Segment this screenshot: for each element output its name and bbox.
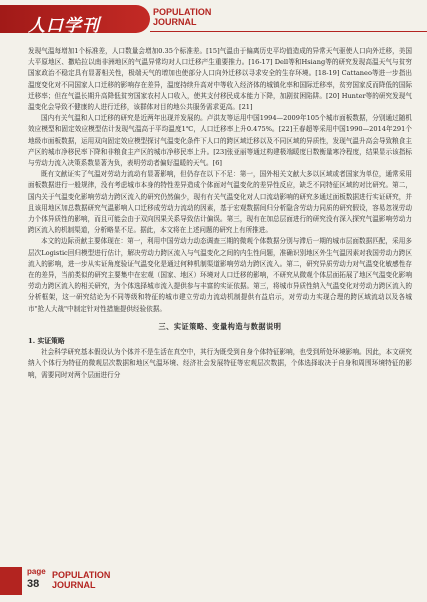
footer-journal-name (52, 570, 110, 590)
page-number: 38 (27, 578, 40, 590)
body-paragraph-3: 既有文献证实了气温对劳动力流动有显著影响，但仍存在以下不足：第一，国外相关文献大多以区域或者国家为单位，通常采用面板数据进行一般规律，没有考虑城市本身的特性差异造成个体面对气温变化的差异性反应，缺乏不同特征区域的对比研究。第二，国内关于气温变化影响劳动力跨区流入的研究仍然偏少，现有有关气温变化对人口流动影响的研究多通过面板数据进行实证研究，并且该用地区加总数据研究气温影响人口迁移成劳动力流动的因素，基于宏观数据间归分析隐含劳动力同质的研究假设，容易忽视劳动力个体异质性的影响，而且可能会由于双向因果关系导致估计偏误。第三，现有在加总层面进行的研究没有深入探究气温影响劳动力跨区流入的机制渠道，分析略显不足。据此，本文将在上述问题的研究上有所推进。 (28, 170, 412, 235)
journal-title-en (153, 7, 211, 27)
body-paragraph-1: 发现气温每增加1个标准差，人口数量会增加0.35个标准差。[15]气温由于偏离历史平均值造成的异常天气驱使人口向外迁移，美国大平原地区、撒哈拉以南非洲地区的气温异常均对人口迁移产生重要推力。[16-17] Dell等和Hsiang等的研究发现高温天气与贫穷国家政治不稳定具有显著相关性，极端天气的增加也使部分人口向外迁移以寻求安全的生存环境。[18-19] Cattaneo等进一步指出温度变化对不同国家人口迁移的影响存在差异，温度持续升高对中等收入经济体的城镇化率和国际迁移率，贫穷国家反而降低的国际迁移率；但在气温长期升高降低贫穷国家农村人口收入，使其支付移民成本能力下降，加剧贫困陷阱。[20] Hunter等的研究发现气温变化会导致不健康的人进行迁移，该群体对目的地公共服务需求更高。[21] (28, 47, 412, 112)
section-heading: 三、实证策略、变量构造与数据说明 (158, 321, 282, 331)
page-footer (0, 565, 427, 602)
footer-journal-line2: JOURNAL (52, 580, 96, 590)
body-paragraph-5: 社会科学研究基本假设认为个体并不是生活在真空中，其行为既受到自身个体特征影响，也受到所处环境影响。因此，本文研究纳入个体行为特征的微观层次数据和地区气温环境、经济社会发展特征等宏观层次数据，个体选择取决于自身和周围环境特征的影响，需要同时对两个层面进行分 (28, 348, 412, 379)
header-title-banner (0, 5, 150, 36)
header-rule (150, 31, 427, 32)
journal-title-en-line1: POPULATION (153, 7, 212, 17)
journal-title-en-line2: JOURNAL (153, 17, 197, 27)
article-body (28, 46, 412, 381)
journal-header (0, 0, 427, 36)
sub-heading: 1. 实证策略 (28, 337, 65, 346)
page-label: page (27, 567, 46, 576)
body-paragraph-2: 国内有关气温和人口迁移的研究是近两年出现并发展的。卢洪友等运用中国1994—2009年105个城市面板数据，分别通过随机效应模型和固定效应模型估计发现气温高于平均温度1℃，人口迁移率上升0.475%。[22]王春超等采用中国1990—2014年291个地级市面板数据，运用双向固定效应模型探讨气温变化条件下人口的跨区域迁移以及不同区域的异质性，发现气温升高会导致粮食主产区的城市净移民率下降和非粮食主产区的城市净移民率上升。[23]张亚丽等通过构建极端暖度日数衡量寒冷程度，结果显示该指标与劳动力流入决策系数显著为负，表明劳动者偏好温暖的天气。[6] (28, 114, 412, 168)
journal-title-cn: 人口学刊 (28, 16, 100, 36)
footer-journal-line1: POPULATION (52, 570, 111, 580)
body-paragraph-4: 本文的边际贡献主要体现在：第一，利用中国劳动力动态调查三期的微观个体数据分别与滞后一期的城市层面数据匹配，采用多层次Logistic回归模型进行估计，解决劳动力跨区流入与气温变化之间的内生性问题，准确识别地区外生气温因素对我国劳动力跨区流入的影响，进一步从实证角度验证气温变化是通过何种机制渠道影响劳动力跨区流入。第二，研究异质劳动力对气温变化敏感性存在的差异，当前类似的研究主要集中在宏观（国家、地区）环境对人口迁移的影响，不研究从微观个体层面拓展了地区气温变化影响劳动力跨区流入的相关研究，为个体选择城市流入提供参与丰富的实证依据。第三，将城市异质性纳入气温变化对劳动力跨区流入的分析框架，这一研究结论为不同等级和特征的城市建立劳动力流动机制提供有益启示，对劳动力实现合理的跨区域流动以及各城市"抢人大战"中制定针对性措施提供经验依据。 (28, 237, 412, 313)
footer-color-bar (0, 567, 22, 595)
